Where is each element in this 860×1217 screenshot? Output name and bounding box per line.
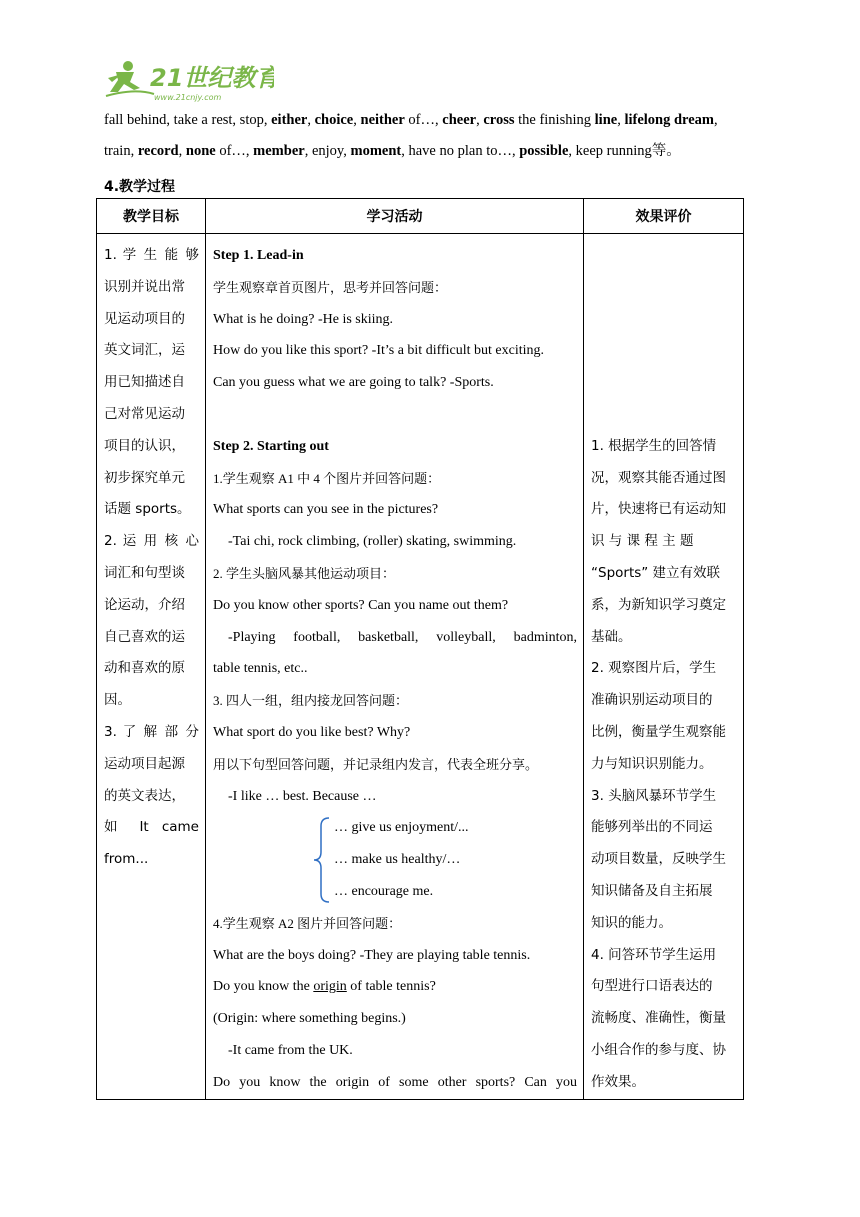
activities-list bbox=[206, 234, 583, 1099]
evaluation-line: 力与知识识别能力。 bbox=[591, 755, 713, 772]
goal-line: 识别并说出常 bbox=[104, 278, 185, 295]
evaluation-line: 识 与 课 程 主 题 bbox=[591, 533, 694, 550]
vocab-text: , keep running等。 bbox=[568, 143, 681, 159]
step1-title: Step 1. Lead-in bbox=[213, 248, 304, 263]
evaluation-line: 1. 根据学生的回答情 bbox=[591, 437, 717, 454]
vocab-line-2 bbox=[104, 141, 764, 161]
vocab-text: , bbox=[617, 112, 625, 128]
reason-line: … give us enjoyment/... bbox=[334, 820, 469, 836]
evaluation-line: 知识储备及自主拓展 bbox=[591, 882, 713, 899]
blank-line bbox=[591, 304, 737, 336]
vocab-bold-term: none bbox=[185, 143, 216, 159]
header-evaluation: 效果评价 bbox=[584, 199, 744, 234]
vocab-text: , have no plan to…, bbox=[401, 143, 520, 159]
activity-line: -It came from the UK. bbox=[228, 1042, 353, 1058]
goal-line: 英文词汇，运 bbox=[104, 342, 185, 359]
blank-line bbox=[591, 335, 737, 367]
goal-line: 初步探究单元 bbox=[104, 469, 185, 486]
vocab-bold-term: lifelong dream bbox=[624, 112, 714, 128]
section-title: 4.教学过程 bbox=[104, 179, 176, 195]
vocab-text: , bbox=[178, 143, 186, 159]
goal-line: 1. 学 生 能 够 bbox=[104, 247, 199, 263]
vocab-text: the finishing bbox=[514, 112, 595, 128]
vocab-text: , enjoy, bbox=[304, 143, 351, 159]
origin-word: origin bbox=[313, 979, 347, 995]
blank-line bbox=[591, 367, 737, 399]
vocab-text: train, bbox=[104, 143, 138, 159]
activities-cell bbox=[206, 234, 584, 1100]
activity-line: What is he doing? -He is skiing. bbox=[213, 311, 394, 327]
activity-line: 2. 学生头脑风暴其他运动项目： bbox=[213, 565, 396, 581]
activity-line: -Playing football, basketball, volleyball, badminton, bbox=[228, 629, 577, 645]
vocab-text: of…, bbox=[404, 112, 443, 128]
vocab-bold-term: cheer bbox=[442, 112, 477, 128]
logo bbox=[104, 58, 274, 104]
activity-line: 用以下句型回答问题，并记录组内发言，代表全班分享。 bbox=[213, 756, 539, 772]
vocab-bold-term: cross bbox=[483, 112, 515, 128]
evaluation-line: 片，快速将已有运动知 bbox=[591, 501, 726, 518]
activity-line: What sport do you like best? Why? bbox=[213, 724, 411, 740]
goal-line: 因。 bbox=[104, 692, 131, 709]
goal-line: 己对常见运动 bbox=[104, 405, 185, 422]
logo-runner-icon bbox=[104, 58, 274, 104]
vocab-text: , bbox=[353, 112, 361, 128]
evaluation-line: 能够列举出的不同运 bbox=[591, 819, 713, 836]
evaluation-line: 准确识别运动项目的 bbox=[591, 692, 713, 709]
evaluation-lines bbox=[591, 431, 737, 1099]
evaluation-line: 知识的能力。 bbox=[591, 914, 672, 931]
blank-line bbox=[591, 399, 737, 431]
reason-group bbox=[213, 812, 577, 907]
table-header-row bbox=[97, 199, 744, 234]
evaluation-line: “Sports” 建立有效联 bbox=[591, 564, 721, 581]
activity-line: Do you know other sports? Can you name out them? bbox=[213, 597, 509, 613]
activity-line: What are the boys doing? -They are playing table tennis. bbox=[213, 947, 531, 963]
activity-line: 学生观察章首页图片，思考并回答问题： bbox=[213, 279, 448, 295]
vocab-bold-term: moment bbox=[350, 143, 402, 159]
activity-line bbox=[213, 971, 577, 1003]
evaluation-line: 系，为新知识学习奠定 bbox=[591, 596, 726, 613]
activity-line: What sports can you see in the pictures? bbox=[213, 502, 439, 518]
activity-line: Can you guess what we are going to talk? -Sports. bbox=[213, 375, 494, 391]
goals-cell bbox=[97, 234, 206, 1100]
evaluation-line: 比例，衡量学生观察能 bbox=[591, 723, 726, 740]
logo-text: 21世纪教育 bbox=[150, 64, 274, 92]
goal-line: 话题 sports。 bbox=[104, 501, 191, 518]
teaching-process-table bbox=[96, 198, 744, 1100]
table-body-row bbox=[97, 234, 744, 1100]
blank-line bbox=[213, 399, 577, 431]
vocab-text: of…, bbox=[215, 143, 254, 159]
vocab-bold-term: choice bbox=[314, 112, 354, 128]
evaluation-line: 4. 问答环节学生运用 bbox=[591, 946, 717, 963]
activity-line: Do you know the origin of some other sports? Can you bbox=[213, 1074, 577, 1090]
vocab-text: , bbox=[714, 112, 718, 128]
evaluation-line: 2. 观察图片后，学生 bbox=[591, 660, 717, 677]
vocab-text: , bbox=[476, 112, 484, 128]
blank-line bbox=[591, 272, 737, 304]
activity-line: -Tai chi, rock climbing, (roller) skating, swimming. bbox=[228, 534, 517, 550]
vocab-bold-term: record bbox=[137, 143, 179, 159]
activity-line: table tennis, etc.. bbox=[213, 661, 308, 677]
origin-question-a: Do you know the bbox=[213, 979, 314, 995]
activity-line: -I like … best. Because … bbox=[228, 788, 377, 804]
vocab-bold-term: possible bbox=[519, 143, 569, 159]
evaluation-line: 况，观察其能否通过图 bbox=[591, 469, 726, 486]
goal-line: 2. 运 用 核 心 bbox=[104, 533, 199, 550]
evaluation-line: 小组合作的参与度、协 bbox=[591, 1041, 726, 1058]
goal-line: 词汇和句型谈 bbox=[104, 564, 185, 581]
goal-line: 论运动，介绍 bbox=[104, 596, 185, 613]
evaluation-line: 基础。 bbox=[591, 628, 632, 645]
goal-line: from... bbox=[104, 851, 149, 868]
goal-line: 如 It came bbox=[104, 819, 199, 836]
evaluation-line: 动项目数量，反映学生 bbox=[591, 851, 726, 868]
evaluation-line: 3. 头脑风暴环节学生 bbox=[591, 787, 717, 804]
reason-line: … encourage me. bbox=[334, 883, 434, 899]
goal-line: 3. 了 解 部 分 bbox=[104, 723, 199, 740]
activity-line: 1.学生观察 A1 中 4 个图片并回答问题： bbox=[213, 470, 441, 486]
evaluation-cell bbox=[584, 234, 744, 1100]
step2-title: Step 2. Starting out bbox=[213, 438, 329, 454]
evaluation-line: 流畅度、准确性，衡量 bbox=[591, 1010, 726, 1027]
evaluation-line: 句型进行口语表达的 bbox=[591, 978, 713, 995]
brace-icon bbox=[313, 816, 331, 904]
activity-line: 3. 四人一组，组内接龙回答问题： bbox=[213, 693, 409, 709]
vocab-line-1 bbox=[104, 110, 764, 130]
vocab-text: fall behind, take a rest, stop, bbox=[104, 112, 272, 128]
evaluation-list bbox=[584, 234, 743, 1099]
goal-line: 自己喜欢的运 bbox=[104, 628, 185, 645]
header-activities: 学习活动 bbox=[206, 199, 584, 234]
activity-line: How do you like this sport? -It’s a bit difficult but exciting. bbox=[213, 343, 545, 359]
logo-subtext: www.21cnjy.com bbox=[154, 93, 222, 102]
vocab-bold-term: line bbox=[594, 112, 618, 128]
vocab-text: , bbox=[307, 112, 315, 128]
header-goals: 教学目标 bbox=[97, 199, 206, 234]
goal-line: 动和喜欢的原 bbox=[104, 660, 185, 677]
reason-line: … make us healthy/… bbox=[334, 852, 461, 868]
activity-line: (Origin: where something begins.) bbox=[213, 1011, 406, 1027]
goal-line: 用已知描述自 bbox=[104, 374, 185, 391]
vocab-bold-term: member bbox=[253, 143, 305, 159]
vocab-bold-term: either bbox=[271, 112, 308, 128]
blank-line bbox=[591, 240, 737, 272]
goal-line: 的英文表达， bbox=[104, 787, 185, 804]
evaluation-line: 作效果。 bbox=[591, 1073, 645, 1090]
origin-question-b: of table tennis? bbox=[346, 979, 436, 995]
goal-line: 运动项目起源 bbox=[104, 755, 185, 772]
activity-line: 4.学生观察 A2 图片并回答问题： bbox=[213, 915, 402, 931]
goal-line: 项目的认识， bbox=[104, 437, 185, 454]
goals-list bbox=[97, 234, 205, 876]
vocab-bold-term: neither bbox=[360, 112, 405, 128]
goal-line: 见运动项目的 bbox=[104, 310, 185, 327]
